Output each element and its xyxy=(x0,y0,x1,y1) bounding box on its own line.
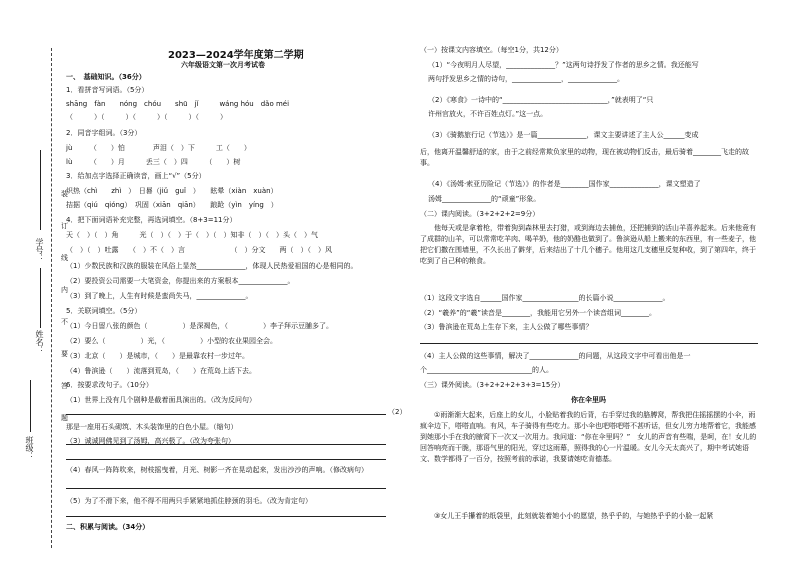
question-3b: 拮据（qiú qióng） 巩固（xiān qiān） 踉跄（yìn yíng ） xyxy=(66,201,278,209)
question-4a: 天（ ）（ ）角 光（ ）（ ）于（ ）（ ）知非（ ）（ ）头（ ）气 xyxy=(66,231,318,239)
question-6: 6．按要求改句子。（10分） xyxy=(66,381,153,389)
reading-1a-cont: 两句抒发思乡之情的诗句，______________，______________。 xyxy=(428,75,624,83)
binding-char: 订 xyxy=(61,222,68,230)
answer-line[interactable] xyxy=(66,414,386,415)
reading-1a: （1）“今夜明月人尽望，______________？”这两句诗抒发了作者的思乡之情。我还能写 xyxy=(428,61,699,69)
pinyin-row: shāng fàn nóng chóu shū jǐ wáng hóu dǎo méi xyxy=(66,100,290,108)
reading-2q4-cont: 个______________________________的人。 xyxy=(420,366,553,374)
question-5d: （4）鲁滨逊（ ）流落到荒岛，（ ）在荒岛上活下去。 xyxy=(66,367,256,375)
binding-char: 内 xyxy=(61,286,68,294)
class-underline xyxy=(30,380,31,432)
reading-1c: （3）《骑鹅旅行记（节选）》是一篇______________，课文主要讲述了主人公______变成 xyxy=(428,131,699,139)
question-6e: （5）为了不滑下来，他不得不用两只手紧紧地抓住脖颈的羽毛。（改为肯定句） xyxy=(66,497,312,505)
question-1: 1．看拼音写词语。（5分） xyxy=(66,86,149,94)
question-6a: （1）世界上没有几个剧种是截着面具演出的。（改为反问句） xyxy=(66,396,256,404)
answer-parens-row: （ ）（ ）（ ）（ ）（ ） xyxy=(66,113,227,121)
section-basic-knowledge: 一、 基础知识。（36分） xyxy=(66,73,146,81)
reading-2q3: （3）鲁滨逊在荒岛上生存下来，主人公做了哪些事情？ xyxy=(420,323,593,331)
binding-line xyxy=(51,48,52,548)
reading-1d: （4）《汤姆·索亚历险记（节选）》的作者是________国作家______________，课文塑造了 xyxy=(428,180,701,188)
question-4: 4．把下面词语补充完整，再选词填空。（8+3=11分） xyxy=(66,216,237,224)
question-6c: （3）诚诚网佛见到了汤姆，高兴极了。（改为夸张句） xyxy=(66,437,235,445)
reading-1d-cont: 汤姆______________的“顽童”形象。 xyxy=(428,195,541,203)
reading-part-3: （三）课外阅读。（3+2+2+2+3+3=15分） xyxy=(420,381,565,389)
question-4e: （3）到了晚上，人生有时候是蛮尚失马，______________。 xyxy=(66,292,253,300)
reading-passage-2: ①雨渐渐大起来，后座上的女儿，小脸贴着我的后背，右手穿过我的胳膊窝，帮我把住摇摇摆的小伞，雨疯伞边下，嗒嗒直响。有风，车子骑得有些吃力。那小伞也吧嗒吧嗒不甚听话，但女儿穷力地帮着它，我能感到她那小手在我的腋窝下一次又一次用力。我问道：“你在伞里吗？” 女儿的声音有些喘，是呵，在！女儿的回答响亮而干脆，那语气里的阳光，穿过这雨幕，照得我的心一片温暖。女儿今天太高兴了，期中考试她语文、数学都得了一百分，按照考前的承诺，我要请她吃肯德基。 xyxy=(420,411,757,463)
reading-1c-cont: 后，他离开温馨舒适的家，由于之前经常欺负家里的动物，现在被动物们反击，最后骑着________飞走的故事。 xyxy=(420,148,749,167)
name-label: 姓名： xyxy=(35,330,44,354)
question-6a-tail: （2） xyxy=(388,408,407,416)
reading-part-2: （二）课内阅读。（3+2+2+2=9分） xyxy=(420,210,540,218)
name-underline xyxy=(40,268,41,328)
question-4b: （ ）（ ）吐露 （ ）不（ ）言 （ ）分文 两（ ）（ ）风 xyxy=(66,246,332,254)
answer-line[interactable] xyxy=(420,343,758,344)
reading-passage-1: 他每天或是拿着枪，带着狗到森林里去打猎，或到海边去捕鱼，还把捕到的活山羊喜养起来。后来他竟有了成群的山羊，可以常常吃羊肉、喝羊奶，他的奶酪也做到了。鲁滨逊从船上搬来的东西里，有一些麦子，他把它们撒在围墙里，不久长出了僻芽，后来结出了十几个穗子。他用这几支穗里反复种收，到了第四年，终于吃到了自己种的粮食。 xyxy=(420,224,756,265)
reading-part-1: （一）按课文内容填空。（每空1分，共12分） xyxy=(420,46,563,54)
passage-title: 你在伞里吗 xyxy=(571,396,606,404)
answer-line[interactable] xyxy=(66,516,386,517)
question-2b: lù （ ）月 丢三（ ）四 （ ）树 xyxy=(66,158,241,166)
question-5a: （1）今日留八张的颜色（ ）是深褐色，（ ）李子拜示豆脯多了。 xyxy=(66,322,333,330)
binding-char: 题 xyxy=(61,414,68,422)
answer-line[interactable] xyxy=(66,488,386,489)
binding-char: 答 xyxy=(61,382,68,390)
page-title: 2023—2024学年度第二学期 xyxy=(168,50,304,61)
reading-1b-cont: 许州官放火，不许百姓点灯。”这一点。 xyxy=(428,110,548,118)
reading-2q4: （4）主人公做的这些事情，解决了______________的问题，从这段文字中可看出他是一 xyxy=(420,352,691,360)
reading-2q1: （1）这段文字选自______国作家________________的长篇小说______________。 xyxy=(420,294,670,302)
binding-char: 线 xyxy=(61,254,68,262)
exam-subtitle: 六年级语文第一次月考试卷 xyxy=(181,61,265,69)
question-4c: （1）少数民族和汉族的服装在风俗上显然______________，体现人民热爱祖国的心是相同的。 xyxy=(66,262,358,270)
question-4d: （2）要投资公司需要一大笔资金，你提出来的方案根本______________。 xyxy=(66,277,295,285)
class-label: 班级： xyxy=(25,436,34,460)
question-5b: （2）要么（ ）光，（ ）小型的农业果园全会。 xyxy=(66,337,277,345)
question-5c: （3）北京（ ）是城市，（ ）是最靠农村一步过年。 xyxy=(66,352,249,360)
question-2a: jù （ ）怕 声泪（ ）下 工（ ） xyxy=(66,144,251,152)
reading-2q2: （2）“羲养”的“羲”读音是________，我能用它另外一个读音组词________。 xyxy=(420,309,656,317)
binding-char: 装 xyxy=(61,190,68,198)
question-6d: （4）春风一阵阵吹来，树枝摇曳着，月光、树影一齐在晃动起来，发出沙沙的声响。（修改病句） xyxy=(66,466,368,474)
reading-1b: （2）《寒食》一诗中的“______________________________，”就表明了“只 xyxy=(428,96,654,104)
section-reading: 二、积累与阅读。（34分） xyxy=(66,523,150,531)
question-6b: 那是一座用石头砌筑、木头装饰里的白色小屋。（缩句） xyxy=(66,423,238,431)
id-underline xyxy=(40,150,41,230)
binding-char: 不 xyxy=(61,318,68,326)
question-2: 2．同音字组词。（3分） xyxy=(66,129,142,137)
student-id-label: 学号： xyxy=(35,238,44,262)
answer-line[interactable] xyxy=(66,459,386,460)
question-3a: 炽热（chì zhì ） 日晷（jiǔ guǐ ） 眩晕（xiàn xuàn） xyxy=(66,187,278,195)
question-3: 3．给加点字选择正确读音，画上“√”（5分） xyxy=(66,172,206,180)
reading-passage-2b: ③女儿王手攥着的纸袋里，此刻就装着她小小的愿望，热乎乎的，与她热乎乎的小脸一起紧 xyxy=(434,512,714,520)
binding-char: 要 xyxy=(61,350,68,358)
question-5: 5．关联词填空。（5分） xyxy=(66,307,142,315)
